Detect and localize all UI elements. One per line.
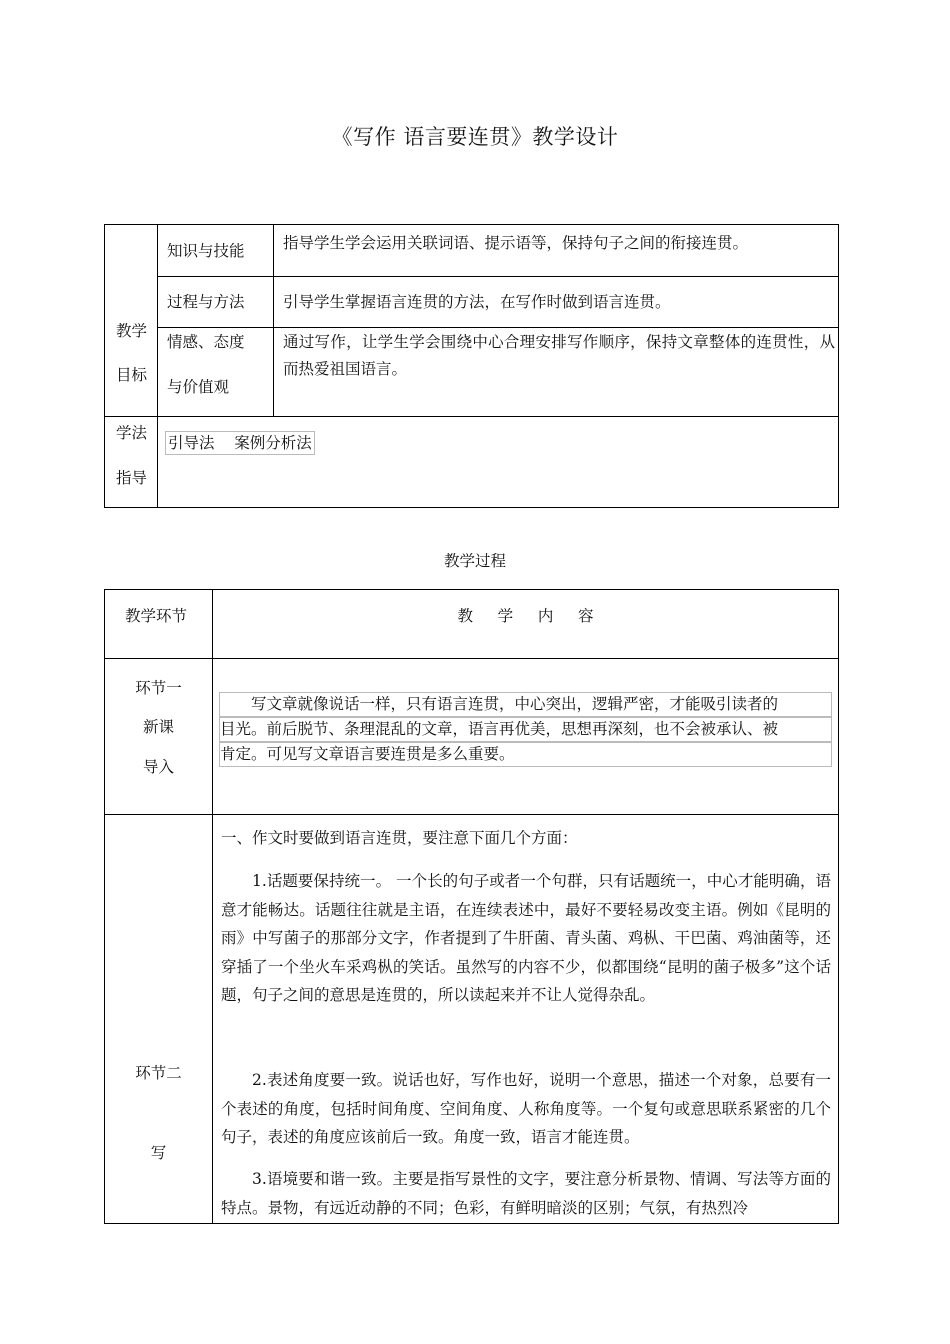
objectives-group-label: 教学 xyxy=(116,322,148,340)
stage1-text: 目光。前后脱节、条理混乱的文章，语言再优美，思想再深刻，也不会被承认、被 xyxy=(219,717,832,742)
method-content: 引导法 案例分析法 xyxy=(165,431,315,455)
header-content: 教 学 内 容 xyxy=(457,607,594,625)
document-title: 《写作 语言要连贯》教学设计 xyxy=(331,125,619,149)
row-content-knowledge: 指导学生学会运用关联词语、提示语等，保持句子之间的衔接连贯。 xyxy=(283,234,749,252)
process-heading: 教学过程 xyxy=(443,552,506,570)
stage2-intro: 一、作文时要做到语言连贯，要注意下面几个方面： xyxy=(221,829,578,847)
stage1-label: 新课 xyxy=(142,718,174,736)
stage2-paragraph: 1.话题要保持统一。 一个长的句子或者一个句群，只有话题统一，中心才能明确，语意才能畅达。话题往往就是主语，在连续表述中，最好不要轻易改变主语。例如《昆明的雨》中写菌子的那部分文字，作者提到了牛肝菌、青头菌、鸡枞、干巴菌、鸡油菌等，还穿插了一个坐火车采鸡枞的笑话。虽然写的内容不少，似都围绕“昆明的菌子极多”这个话题，句子之间的意思是连贯的，所以读起来并不让人觉得杂乱。 xyxy=(221,872,831,1004)
stage1-label: 导入 xyxy=(142,758,174,776)
objectives-group-label: 目标 xyxy=(116,366,148,384)
row-label-knowledge: 知识与技能 xyxy=(167,242,245,260)
stage2-label: 写 xyxy=(150,1144,167,1162)
row-label-emotion: 情感、态度 xyxy=(167,333,245,351)
stage1-label: 环节一 xyxy=(135,679,182,697)
row-content-emotion: 通过写作，让学生学会围绕中心合理安排写作顺序，保持文章整体的连贯性，从而热爱祖国语言。 xyxy=(283,333,835,378)
row-label-process: 过程与方法 xyxy=(167,293,245,311)
process-table xyxy=(104,589,839,1224)
row-label-emotion: 与价值观 xyxy=(167,378,230,396)
objectives-table xyxy=(104,224,839,508)
stage1-text: 写文章就像说话一样，只有语言连贯，中心突出，逻辑严密，才能吸引读者的 xyxy=(219,692,832,717)
stage2-paragraph: 3.语境要和谐一致。主要是指写景性的文字，要注意分析景物、情调、写法等方面的特点。景物，有远近动静的不同；色彩，有鲜明暗淡的区别；气氛，有热烈冷 xyxy=(221,1170,831,1217)
stage2-paragraph: 2.表述角度要一致。说话也好，写作也好，说明一个意思，描述一个对象，总要有一个表述的角度，包括时间角度、空间角度、人称角度等。一个复句或意思联系紧密的几个句子，表述的角度应该前后一致。角度一致，语言才能连贯。 xyxy=(221,1071,831,1146)
row-content-process: 引导学生掌握语言连贯的方法，在写作时做到语言连贯。 xyxy=(283,293,671,311)
stage1-text: 肯定。可见写文章语言要连贯是多么重要。 xyxy=(219,742,832,767)
method-label: 指导 xyxy=(116,469,148,487)
header-stage: 教学环节 xyxy=(125,607,188,625)
method-label: 学法 xyxy=(116,424,148,442)
stage2-label: 环节二 xyxy=(135,1064,182,1082)
